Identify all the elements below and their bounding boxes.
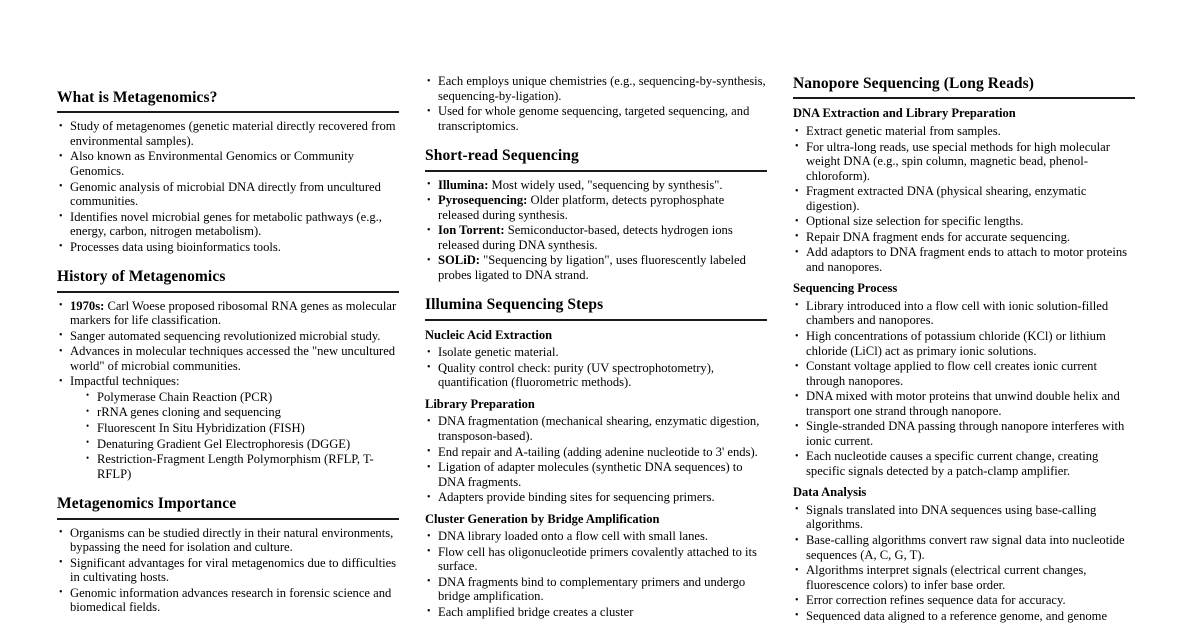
list-item [793,214,1135,229]
list-item [793,299,1135,328]
column-3 [793,0,1135,626]
list-item-text: High concentrations of potassium chloride (KCl) or lithium chloride (LiCl) act as primary ionic solutions. [806,329,1106,358]
list-item [425,605,767,620]
list-item [793,609,1135,624]
list-item [793,449,1135,478]
bullet-list [793,503,1135,623]
list-item [425,193,767,222]
list-item [793,419,1135,448]
list-item [57,586,399,615]
list-item-text: End repair and A-tailing (adding adenine nucleotide to 3' ends). [438,444,758,459]
list-item-text: Older platform, detects pyrophosphate released during synthesis. [438,193,725,222]
section-heading: Short-read Sequencing [425,147,579,165]
bullet-list [425,178,767,283]
list-item [425,253,767,282]
bullet-list [425,414,767,504]
nested-list-item: • rRNA genes cloning and sequencing [84,405,399,420]
section [425,74,767,133]
section-divider [425,170,767,172]
subsection-heading: Nucleic Acid Extraction [425,327,553,342]
list-item [57,180,399,209]
list-item-text: Sequenced data aligned to a reference genome, and genome [806,608,1108,623]
list-item [793,359,1135,388]
list-item [425,445,767,460]
list-item-text: Single-stranded DNA passing through nanopore interferes with ionic current. [806,419,1125,448]
nested-list-item: • Denaturing Gradient Gel Electrophoresis (DGGE) [84,437,399,452]
section [425,146,767,282]
list-item [57,344,399,373]
subsection-heading: Cluster Generation by Bridge Amplification [425,511,660,526]
list-item-text: Base-calling algorithms convert raw signal data into nucleotide sequences (A, C, G, T). [806,533,1125,562]
list-item-text: Each employs unique chemistries (e.g., sequencing-by-synthesis, sequencing-by-ligation). [438,74,766,103]
list-item-text: "Sequencing by ligation", uses fluorescently labeled probes ligated to DNA strand. [438,253,746,282]
bullet-list [425,529,767,619]
section [793,74,1135,623]
list-item [425,361,767,390]
list-item-text: Library introduced into a flow cell with ionic solution-filled chambers and nanopores. [806,298,1109,328]
list-item [793,593,1135,608]
list-item [793,140,1135,184]
list-item [57,526,399,555]
section [57,267,399,481]
column-2 [425,0,767,626]
list-item-text: Advances in molecular techniques accessed the "new uncultured world" of microbial communities. [70,344,396,373]
list-item-text: Fragment extracted DNA (physical shearing, enzymatic digestion). [806,184,1087,213]
list-item [57,149,399,178]
list-item-text: Each amplified bridge creates a cluster [438,604,634,619]
subsection-heading: Data Analysis [793,485,867,500]
list-item [793,563,1135,592]
list-item-text: Organisms can be studied directly in their natural environments, bypassing the need for isolation and culture. [70,525,394,555]
list-item [425,414,767,443]
bullet-list [793,299,1135,478]
list-item-text: Also known as Environmental Genomics or Community Genomics. [70,149,355,178]
list-item [425,575,767,604]
list-item [425,545,767,574]
list-item [57,210,399,239]
list-item-text: Study of metagenomes (genetic material directly recovered from environmental samples). [70,119,396,148]
list-item [57,240,399,255]
list-item-text: Constant voltage applied to flow cell creates ionic current through nanopores. [806,359,1097,388]
list-item [57,556,399,585]
list-item [425,529,767,544]
list-item [57,119,399,148]
list-item-text: Genomic analysis of microbial DNA directly from uncultured communities. [70,179,381,209]
list-item-text: Signals translated into DNA sequences using base-calling algorithms. [806,502,1097,532]
list-item [793,533,1135,562]
list-item [425,223,767,252]
list-item-text: Semiconductor-based, detects hydrogen ions released during DNA synthesis. [438,223,733,252]
list-item-text: Processes data using bioinformatics tools. [70,239,281,254]
section [57,88,399,254]
list-item [425,104,767,133]
section-heading: Nanopore Sequencing (Long Reads) [793,75,1035,92]
list-item [425,74,767,103]
list-item [793,230,1135,245]
section-heading: Metagenomics Importance [57,495,237,513]
list-item-text: Sanger automated sequencing revolutionized microbial study. [70,328,381,343]
list-item [793,329,1135,358]
list-item-text: Each nucleotide causes a specific current change, creating specific signals detected by a patch-clamp amplifier. [806,449,1099,478]
list-item-text: Most widely used, "sequencing by synthesis". [491,177,723,192]
list-item-text: Extract genetic material from samples. [806,124,1001,138]
bullet-list [57,119,399,254]
section-heading: Illumina Sequencing Steps [425,296,604,314]
list-item [793,503,1135,532]
column-1 [57,0,399,626]
bullet-list [57,299,399,482]
section-heading: What is Metagenomics? [57,89,218,106]
list-item-text: Ligation of adapter molecules (synthetic DNA sequences) to DNA fragments. [438,460,743,489]
section [57,494,399,615]
nested-bullet-list [70,390,399,482]
nested-list-item: • Fluorescent In Situ Hybridization (FISH) [84,421,399,436]
list-item-lead: Pyrosequencing: [438,193,531,208]
subsection-heading: Library Preparation [425,396,535,411]
section-divider [793,97,1135,99]
nested-list-item: • Restriction-Fragment Length Polymorphism (RFLP, T-RFLP) [84,452,399,481]
bullet-list [793,124,1135,274]
section-divider [57,291,399,293]
list-item [57,374,399,481]
list-item [425,490,767,505]
list-item [425,345,767,360]
list-item-text: Quality control check: purity (UV spectrophotometry), quantification (fluorometric methods). [438,360,715,390]
list-item [793,389,1135,418]
list-item-text: Isolate genetic material. [438,345,559,360]
section-divider [425,319,767,321]
list-item-text: DNA mixed with motor proteins that unwind double helix and transport one strand through nanopore. [806,389,1120,418]
list-item-lead: Illumina: [438,177,492,192]
list-item-text: Used for whole genome sequencing, targeted sequencing, and transcriptomics. [438,104,750,133]
list-item-text: Significant advantages for viral metagenomics due to difficulties in cultivating hosts. [70,555,397,585]
section [425,295,767,619]
section-divider [57,518,399,520]
list-item-text: Optional size selection for specific lengths. [806,214,1024,229]
bullet-list [425,74,767,133]
list-item-text: Genomic information advances research in forensic science and biomedical fields. [70,585,392,615]
list-item-lead: 1970s: [70,298,108,313]
list-item-text: Algorithms interpret signals (electrical current changes, fluorescence colors) to infer base order. [806,563,1087,592]
list-item-text: Impactful techniques: [70,374,180,389]
list-item-text: Flow cell has oligonucleotide primers covalently attached to its surface. [438,544,757,574]
list-item-lead: Ion Torrent: [438,223,508,238]
list-item-lead: SOLiD: [438,253,484,268]
bullet-list [57,526,399,615]
list-item-text: DNA fragmentation (mechanical shearing, enzymatic digestion, transposon-based). [438,414,760,443]
list-item-text: Add adaptors to DNA fragment ends to attach to motor proteins and nanopores. [806,245,1128,274]
list-item [793,184,1135,213]
list-item-text: Carl Woese proposed ribosomal RNA genes as molecular markers for life classification. [70,298,397,328]
list-item-text: DNA fragments bind to complementary primers and undergo bridge amplification. [438,574,746,604]
list-item [57,299,399,328]
list-item [425,178,767,193]
list-item-text: Repair DNA fragment ends for accurate sequencing. [806,229,1071,244]
list-item [793,245,1135,274]
bullet-list [425,345,767,390]
list-item-text: For ultra-long reads, use special methods for high molecular weight DNA (e.g., spin column, magnetic bead, phenol-chloroform). [806,139,1110,183]
list-item-text: Error correction refines sequence data for accuracy. [806,593,1066,608]
section-heading: History of Metagenomics [57,268,226,286]
subsection-heading: DNA Extraction and Library Preparation [793,106,1016,121]
section-divider [57,111,399,113]
list-item-text: Identifies novel microbial genes for metabolic pathways (e.g., energy, carbon, nitrogen metabolism). [70,209,382,239]
list-item [57,329,399,344]
list-item-text: Adapters provide binding sites for sequencing primers. [438,490,715,505]
list-item-text: DNA library loaded onto a flow cell with small lanes. [438,529,709,544]
list-item [425,460,767,489]
subsection-heading: Sequencing Process [793,281,898,296]
list-item [793,124,1135,139]
nested-list-item: • Polymerase Chain Reaction (PCR) [84,390,399,405]
